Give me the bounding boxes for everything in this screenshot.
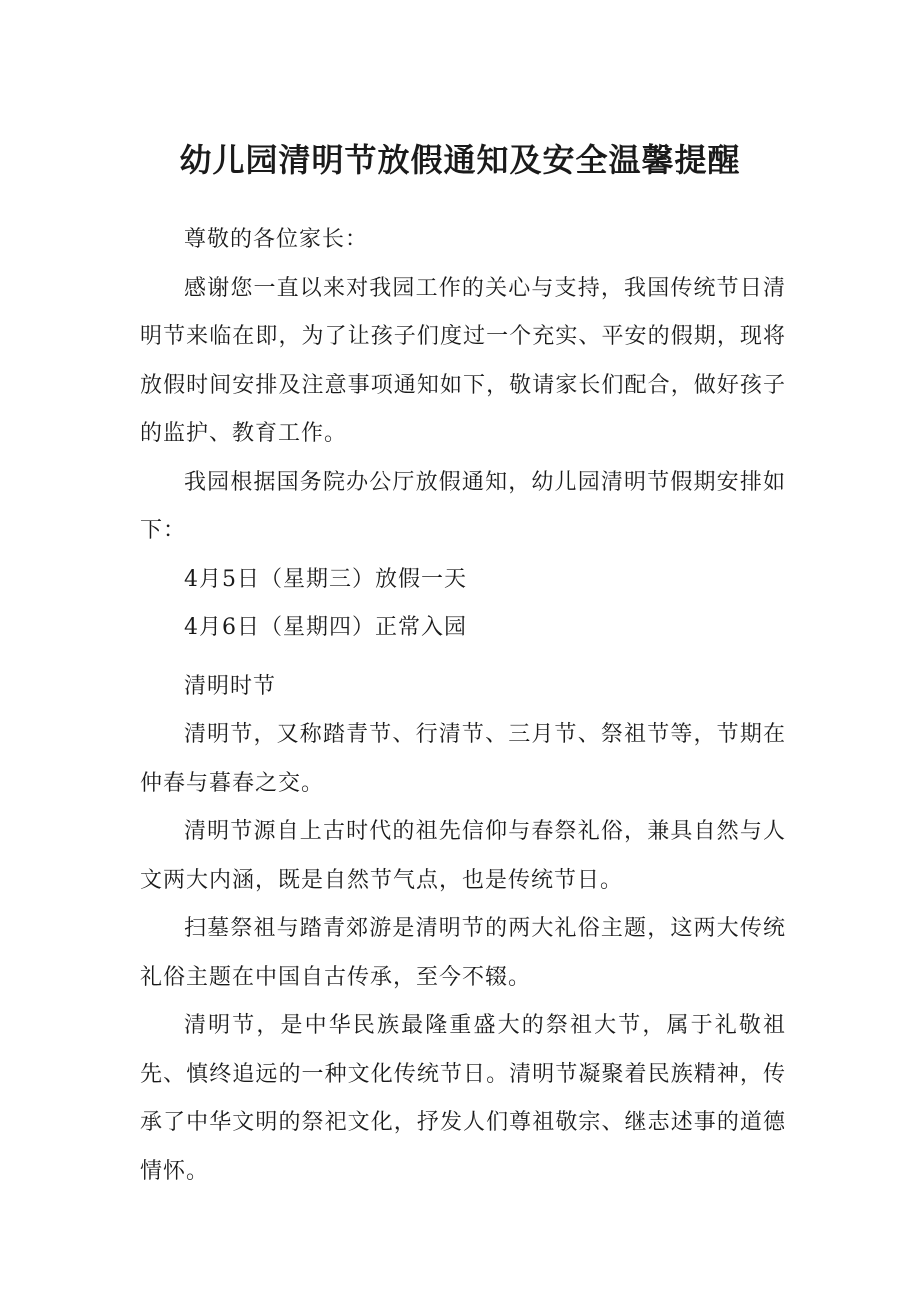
document-title: 幼儿园清明节放假通知及安全温馨提醒 bbox=[179, 141, 741, 179]
schedule-item: 4月6日（星期四）正常入园 bbox=[184, 615, 467, 640]
schedule-item: 4月5日（星期三）放假一天 bbox=[184, 566, 467, 592]
section-heading: 清明时节 bbox=[184, 673, 277, 699]
section-paragraph: 清明节，是中华民族最隆重盛大的祭祖大节，属于礼敬祖先、慎终追远的一种文化传统节日。清明节凝聚着民族精神，传承了中华文明的祭祀文化，抒发人们尊祖敬宗、继志述事的道德情怀。 bbox=[140, 1013, 786, 1184]
section-paragraph: 清明节，又称踏青节、行清节、三月节、祭祖节等，节期在仲春与暮春之交。 bbox=[140, 722, 786, 796]
greeting: 尊敬的各位家长： bbox=[184, 227, 369, 252]
section-paragraph: 清明节源自上古时代的祖先信仰与春祭礼俗，兼具自然与人文两大内涵，既是自然节气点，也是传统节日。 bbox=[140, 819, 786, 893]
section-paragraph: 扫墓祭祖与踏青郊游是清明节的两大礼俗主题，这两大传统礼俗主题在中国自古传承，至今不辍。 bbox=[140, 916, 786, 990]
document-body bbox=[140, 216, 786, 1196]
intro-paragraph: 感谢您一直以来对我园工作的关心与支持，我国传统节日清明节来临在即，为了让孩子们度过一个充实、平安的假期，现将放假时间安排及注意事项通知如下，敬请家长们配合，做好孩子的监护、教育工作。 bbox=[140, 275, 786, 446]
schedule-intro: 我园根据国务院办公厅放假通知，幼儿园清明节假期安排如下： bbox=[140, 469, 786, 543]
